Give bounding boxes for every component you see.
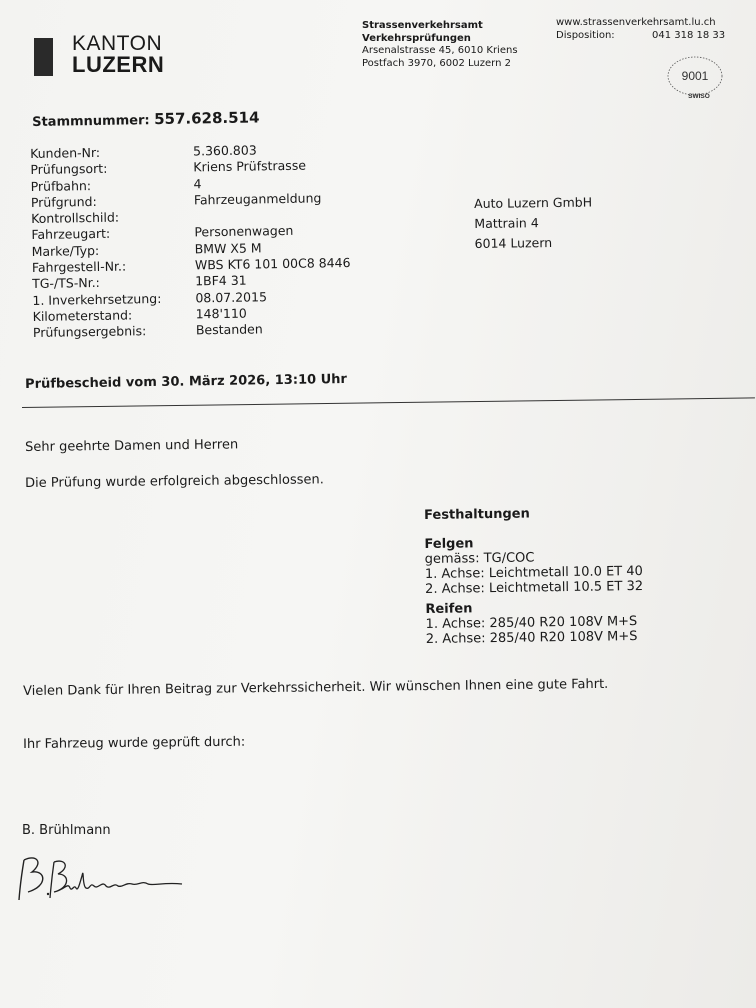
agency-name: Strassenverkehrsamt <box>362 20 483 31</box>
detail-value: Kriens Prüfstrasse <box>193 157 307 175</box>
detail-label: Prüfgrund: <box>30 193 97 210</box>
detail-value: WBS KT6 101 00C8 8446 <box>194 255 351 273</box>
thanks-text: Vielen Dank für Ihren Beitrag zur Verkehrssicherheit. Wir wünschen Ihnen eine gute Fahrt. <box>23 676 609 699</box>
stammnummer <box>32 108 260 130</box>
detail-label: Kontrollschild: <box>31 209 120 227</box>
contact-block <box>556 16 725 42</box>
rims-line: gemäss: TG/COC <box>424 550 535 567</box>
detail-label: TG-/TS-Nr.: <box>32 275 100 292</box>
checked-by-text: Ihr Fahrzeug wurde geprüft durch: <box>23 734 246 752</box>
detail-label: Fahrzeugart: <box>31 226 111 243</box>
tires-line: 1. Achse: 285/40 R20 108V M+S <box>425 614 638 632</box>
detail-value: Bestanden <box>195 321 263 338</box>
logo-line-2: LUZERN <box>72 52 165 77</box>
detail-label: 1. Inverkehrsetzung: <box>32 290 162 308</box>
dispo-label: Disposition: <box>556 30 615 41</box>
detail-label: Prüfungsort: <box>30 161 108 178</box>
subject-line: Prüfbescheid vom 30. März 2026, 13:10 Uhr <box>25 371 347 392</box>
recipient-company: Auto Luzern GmbH <box>474 194 593 211</box>
inspector-name: B. Brühlmann <box>22 823 111 838</box>
rims-line: 1. Achse: Leichtmetall 10.0 ET 40 <box>424 563 643 582</box>
recipient-address <box>474 193 593 254</box>
agency-postbox: Postfach 3970, 6002 Luzern 2 <box>362 57 511 69</box>
greeting: Sehr geehrte Damen und Herren <box>25 437 239 455</box>
stammnummer-value: 557.628.514 <box>154 108 260 129</box>
detail-value: 148'110 <box>195 305 247 322</box>
rims-heading: Felgen <box>424 536 474 552</box>
detail-label: Fahrgestell-Nr.: <box>31 258 127 276</box>
cert-brand: SWISO <box>688 93 710 100</box>
tires-line: 2. Achse: 285/40 R20 108V M+S <box>425 629 638 647</box>
canton-logo <box>72 33 164 75</box>
stammnummer-label: Stammnummer: <box>32 113 150 130</box>
detail-label: Marke/Typ: <box>31 242 100 259</box>
findings-block <box>424 505 644 647</box>
dispo-row <box>556 29 725 42</box>
detail-label: Kunden-Nr: <box>30 144 101 161</box>
recipient-city: 6014 Luzern <box>474 235 553 251</box>
logo-bar <box>34 38 53 76</box>
website-link[interactable]: www.strassenverkehrsamt.lu.ch <box>556 17 716 28</box>
tires-heading: Reifen <box>425 601 473 617</box>
vehicle-details <box>30 141 352 342</box>
agency-department: Verkehrsprüfungen <box>362 32 471 44</box>
detail-label: Prüfungsergebnis: <box>32 323 147 341</box>
dispo-phone: 041 318 18 33 <box>652 30 726 41</box>
result-text: Die Prüfung wurde erfolgreich abgeschlossen. <box>25 472 324 491</box>
iso-certification-seal <box>662 54 728 100</box>
detail-value: 1BF4 31 <box>195 272 247 289</box>
agency-street: Arsenalstrasse 45, 6010 Kriens <box>362 45 518 56</box>
findings-title: Festhaltungen <box>424 506 530 523</box>
recipient-street: Mattrain 4 <box>474 215 539 231</box>
detail-value: BMW X5 M <box>194 240 262 257</box>
handwritten-signature <box>14 852 194 908</box>
detail-value: 5.360.803 <box>192 142 257 159</box>
detail-value: Fahrzeuganmeldung <box>193 190 322 208</box>
detail-value: Personenwagen <box>194 223 294 240</box>
detail-label: Kilometerstand: <box>32 307 133 324</box>
agency-address <box>362 20 518 70</box>
rims-line: 2. Achse: Leichtmetall 10.5 ET 32 <box>425 578 644 597</box>
divider <box>22 397 755 408</box>
detail-value: 4 <box>193 175 202 192</box>
cert-number: 9001 <box>681 69 709 83</box>
detail-value: 08.07.2015 <box>195 288 268 306</box>
logo-line-1: KANTON <box>72 32 163 55</box>
detail-label: Prüfbahn: <box>30 177 92 194</box>
